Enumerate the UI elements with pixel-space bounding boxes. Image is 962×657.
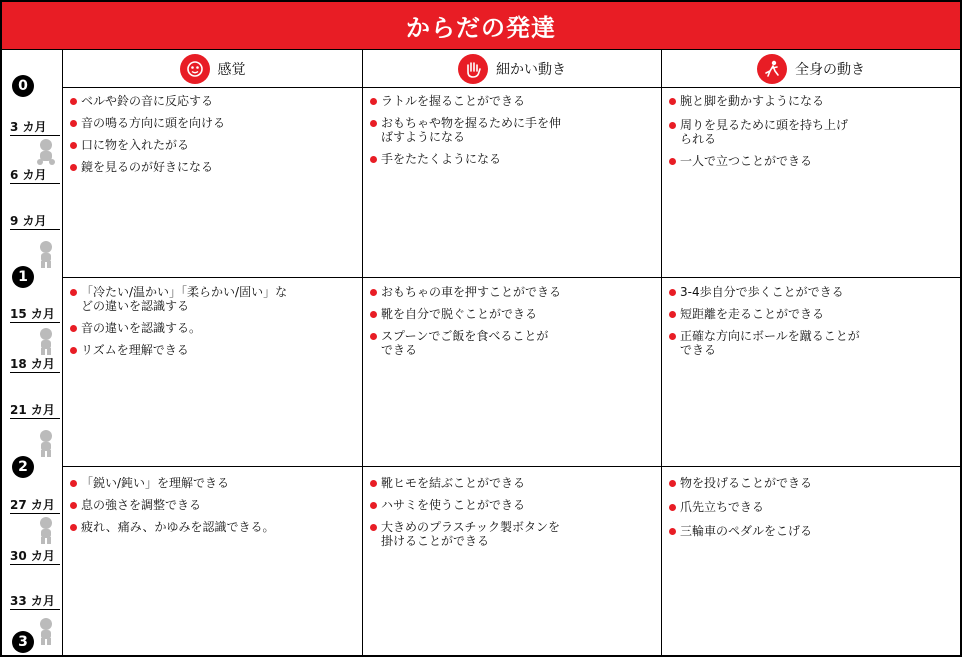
age-tick	[10, 372, 60, 373]
age-month: 27 カ月	[10, 498, 55, 512]
age-year-3: 3	[12, 631, 34, 653]
list-item: ベルや鈴の音に反応する	[69, 94, 361, 108]
cell-gross-year0	[662, 94, 959, 176]
list-item: 疲れ、痛み、かゆみを認識できる。	[69, 520, 361, 534]
column-label: 細かい動き	[496, 61, 566, 78]
list-item: リズムを理解できる	[69, 343, 361, 357]
column-header-gross	[662, 50, 960, 87]
age-tick	[10, 564, 60, 565]
divider	[62, 277, 960, 278]
age-year-0: 0	[12, 75, 34, 97]
list-item: 音の違いを認識する。	[69, 321, 361, 335]
divider	[62, 466, 960, 467]
body-icon	[757, 54, 787, 84]
toddler-icon	[36, 327, 56, 355]
sense-icon	[180, 54, 210, 84]
list-item: ラトルを握ることができる	[369, 94, 660, 108]
list-item: 一人で立つことができる	[668, 154, 959, 168]
list-item: 正確な方向にボールを蹴ることが できる	[668, 329, 959, 357]
age-month: 9 カ月	[10, 214, 47, 228]
age-tick	[10, 135, 60, 136]
age-month: 18 カ月	[10, 357, 55, 371]
age-month: 15 カ月	[10, 307, 55, 321]
list-item: 口に物を入れたがる	[69, 138, 361, 152]
list-item: 息の強さを調整できる	[69, 498, 361, 512]
child-icon	[36, 617, 56, 645]
list-item: 鏡を見るのが好きになる	[69, 160, 361, 174]
age-tick	[10, 322, 60, 323]
cell-sense-year1	[63, 285, 361, 365]
divider	[62, 87, 960, 88]
age-month: 3 カ月	[10, 120, 47, 134]
age-tick	[10, 609, 60, 610]
list-item: スプーンでご飯を食べることが できる	[369, 329, 660, 357]
cell-sense-year2	[63, 476, 361, 542]
hand-icon	[458, 54, 488, 84]
age-year-2: 2	[12, 456, 34, 478]
age-tick	[10, 229, 60, 230]
child-icon	[36, 516, 56, 544]
age-month: 21 カ月	[10, 403, 55, 417]
list-item: 物を投げることができる	[668, 476, 959, 490]
age-tick	[10, 513, 60, 514]
cell-fine-year1	[363, 285, 660, 365]
column-label: 全身の動き	[795, 61, 865, 78]
list-item: 腕と脚を動かすようになる	[668, 94, 959, 108]
baby-icon	[36, 138, 56, 166]
list-item: ハサミを使うことができる	[369, 498, 660, 512]
cell-gross-year1	[662, 285, 959, 365]
age-tick	[10, 418, 60, 419]
list-item: 3-4歩自分で歩くことができる	[668, 285, 959, 299]
age-tick	[10, 183, 60, 184]
list-item: 爪先立ちできる	[668, 500, 959, 514]
list-item: 靴ヒモを結ぶことができる	[369, 476, 660, 490]
column-header-fine	[363, 50, 661, 87]
age-month: 6 カ月	[10, 168, 47, 182]
cell-sense-year0	[63, 94, 361, 182]
age-month: 33 カ月	[10, 594, 55, 608]
list-item: 短距離を走ることができる	[668, 307, 959, 321]
column-header-sense	[63, 50, 362, 87]
baby-icon	[36, 240, 56, 268]
list-item: 靴を自分で脱ぐことができる	[369, 307, 660, 321]
column-label: 感覚	[217, 61, 246, 78]
page-title: からだの発達	[2, 2, 960, 49]
toddler-icon	[36, 429, 56, 457]
list-item: 手をたたくようになる	[369, 152, 660, 166]
age-year-1: 1	[12, 266, 34, 288]
cell-fine-year0	[363, 94, 660, 174]
list-item: 三輪車のペダルをこげる	[668, 524, 959, 538]
list-item: おもちゃの車を押すことができる	[369, 285, 660, 299]
list-item: 周りを見るために頭を持ち上げ られる	[668, 118, 959, 146]
list-item: 「鋭い/鈍い」を理解できる	[69, 476, 361, 490]
cell-fine-year2	[363, 476, 660, 556]
cell-gross-year2	[662, 476, 959, 546]
list-item: 音の鳴る方向に頭を向ける	[69, 116, 361, 130]
list-item: 「冷たい/温かい」「柔らかい/固い」な どの違いを認識する	[69, 285, 361, 313]
list-item: 大きめのプラスチック製ボタンを 掛けることができる	[369, 520, 660, 548]
age-month: 30 カ月	[10, 549, 55, 563]
list-item: おもちゃや物を握るために手を伸 ばすようになる	[369, 116, 660, 144]
